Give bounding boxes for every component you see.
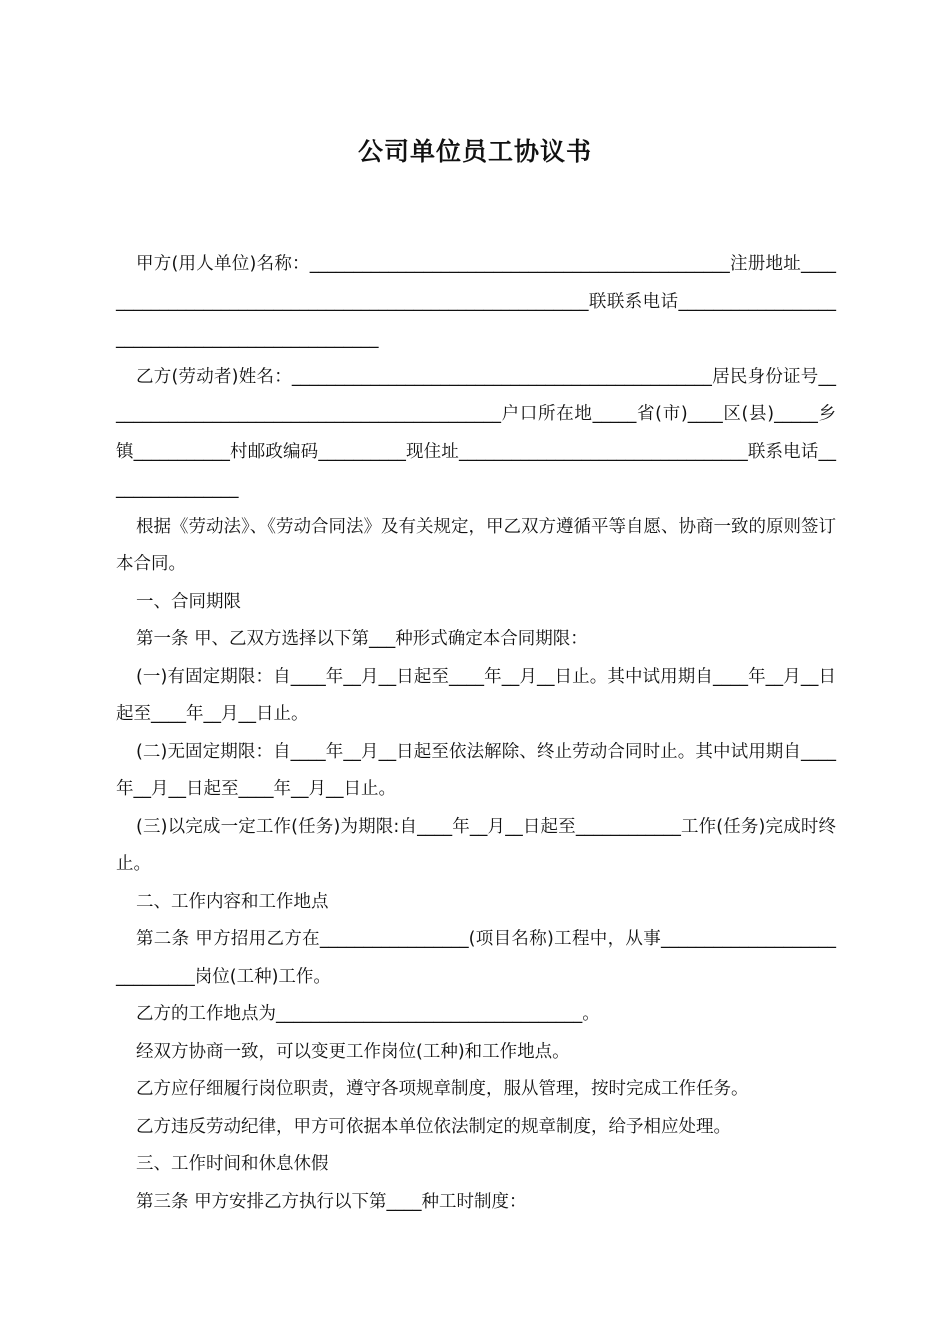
party-b-paragraph: 乙方(劳动者)姓名：________________________________________________居民身份证号______________________________________________户口所在地_____省(市)____区(县)_____乡镇___________村邮政编码__________现住址_________________________________联系电话________________ [116,366,836,499]
work-location-paragraph: 乙方的工作地点为___________________________________。 [136,1004,600,1024]
term-option-task: (三)以完成一定工作(任务)为期限:自____年__月__日起至____________工作(任务)完成时终止。 [116,816,836,874]
section-heading-hours: 三、工作时间和休息休假 [136,1154,329,1174]
document-body [116,246,836,1221]
article-1: 第一条 甲、乙双方选择以下第___种形式确定本合同期限： [136,629,588,649]
document-title: 公司单位员工协议书 [357,137,592,166]
section-heading-term: 一、合同期限 [136,591,241,612]
term-option-unfixed: (二)无固定期限：自____年__月__日起至依法解除、终止劳动合同时止。其中试用期自____年__月__日起至____年__月__日止。 [116,741,836,799]
section-heading-work: 二、工作内容和工作地点 [136,891,329,912]
preamble-paragraph: 根据《劳动法》、《劳动合同法》及有关规定，甲乙双方遵循平等自愿、协商一致的原则签订本合同。 [116,516,836,574]
article-3: 第三条 甲方安排乙方执行以下第____种工时制度： [136,1191,527,1212]
change-position-paragraph: 经双方协商一致，可以变更工作岗位(工种)和工作地点。 [136,1041,570,1062]
duties-paragraph: 乙方应仔细履行岗位职责，遵守各项规章制度，服从管理，按时完成工作任务。 [136,1079,749,1099]
party-a-paragraph: 甲方(用人单位)名称：________________________________________________注册地址__________________________________________________________联联系电话________________________________________________ [116,254,836,349]
article-2: 第二条 甲方招用乙方在_________________(项目名称)工程中，从事_____________________________岗位(工种)工作。 [116,929,836,987]
discipline-paragraph: 乙方违反劳动纪律，甲方可依据本单位依法制定的规章制度，给予相应处理。 [136,1116,731,1137]
term-option-fixed: (一)有固定期限：自____年__月__日起至____年__月__日止。其中试用期自____年__月__日起至____年__月__日止。 [116,666,836,724]
